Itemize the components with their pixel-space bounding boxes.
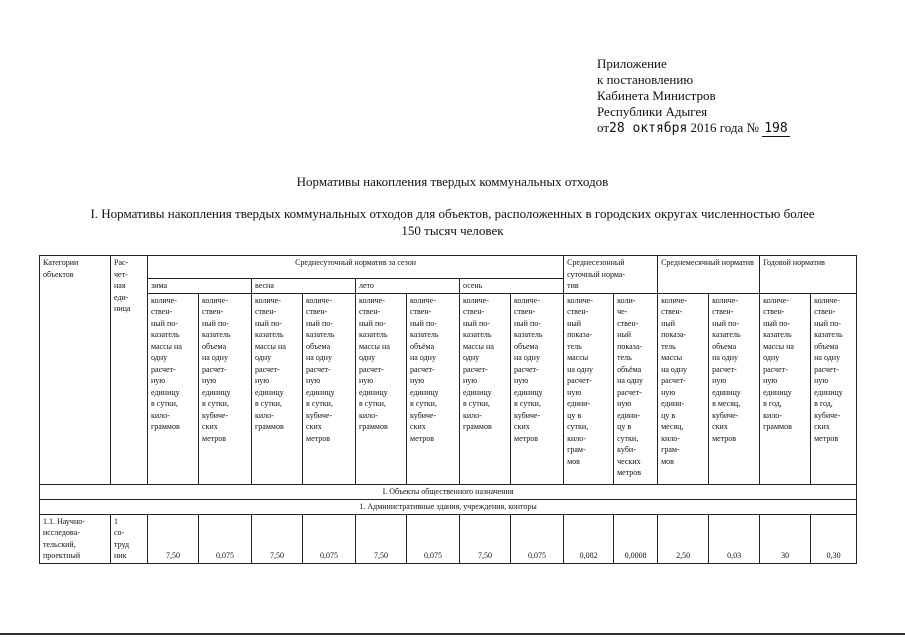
value-cell: 0,082 bbox=[564, 514, 614, 563]
header-daily: Среднесуточный норматив за сезон bbox=[148, 256, 564, 279]
value-cell: 2,50 bbox=[658, 514, 709, 563]
season-spring: весна bbox=[252, 279, 356, 294]
col-text: количе- ствен- ный по- казатель объема на одну расчет- ную единицу в сутки, кубиче- ских метров bbox=[303, 293, 356, 484]
value-cell: 0,03 bbox=[709, 514, 760, 563]
row-unit: 1 со- труд ник bbox=[111, 514, 148, 563]
header-category: Категории объектов bbox=[40, 256, 111, 485]
value-cell: 30 bbox=[760, 514, 811, 563]
season-autumn: осень bbox=[460, 279, 564, 294]
col-text: количе- ствен- ный по- казатель массы на одну расчет- ную единицу в сутки, кило- граммов bbox=[460, 293, 511, 484]
header-date-line bbox=[597, 120, 790, 137]
col-text: количе- ствен- ный по- казатель объёма на одну расчет- ную единицу в сутки, кубиче- ских метров bbox=[407, 293, 460, 484]
col-text: количе- ствен- ный по- казатель объема на одну расчет- ную единицу в год, кубиче- ских метров bbox=[811, 293, 857, 484]
approval-header bbox=[597, 56, 790, 137]
header-annual: Годовой норматив bbox=[760, 256, 857, 294]
col-text: количе- ствен- ный по- казатель массы на одну расчет- ную единицу в сутки, кило- граммов bbox=[356, 293, 407, 484]
header-line-2: к постановлению bbox=[597, 72, 694, 87]
col-text: количе- ствен- ный показа- тель массы на одну расчет- ную едини- цу в месяц, кило- грам- мов bbox=[658, 293, 709, 484]
header-line-3: Кабинета Министров bbox=[597, 88, 716, 103]
header-seasonal: Среднесезонный суточный норма- тив bbox=[564, 256, 658, 294]
col-text: количе- ствен- ный по- казатель массы на одну расчет- ную единицу в сутки, кило- граммов bbox=[148, 293, 199, 484]
row-category: 1.1. Научно- исследова- тельский, проектный bbox=[40, 514, 111, 563]
col-text: количе- ствен- ный по- казатель массы на одну расчет- ную единицу в сутки, кило- граммов bbox=[252, 293, 303, 484]
document-title: Нормативы накопления твердых коммунальных отходов bbox=[296, 174, 609, 189]
season-winter: зима bbox=[148, 279, 252, 294]
document-number: 198 bbox=[764, 121, 788, 136]
header-row-3 bbox=[40, 293, 857, 484]
value-cell: 0,075 bbox=[303, 514, 356, 563]
section-title: I. Нормативы накопления твердых коммунальных отходов для объектов, расположенных в городских округах численностью более 150 тысяч человек bbox=[90, 206, 815, 238]
page-bottom-edge bbox=[0, 633, 905, 635]
col-text: количе- ствен- ный показа- тель массы на одну расчет- ную едини- цу в сутки, кило- грам- мов bbox=[564, 293, 614, 484]
table-row bbox=[40, 514, 857, 563]
header-unit: Рас- чет- ная еди- ница bbox=[111, 256, 148, 485]
season-summer: лето bbox=[356, 279, 460, 294]
date-prefix: от bbox=[597, 120, 610, 135]
col-text: количе- ствен- ный по- казатель объема на одну расчет- ную единицу в месяц, кубиче- ских метров bbox=[709, 293, 760, 484]
band-row-2 bbox=[40, 499, 857, 514]
header-line-1: Приложение bbox=[597, 56, 667, 71]
col-text: количе- ствен- ный по- казатель массы на одну расчет- ную единицу в год, кило- граммов bbox=[760, 293, 811, 484]
value-cell: 0,30 bbox=[811, 514, 857, 563]
value-cell: 0,075 bbox=[199, 514, 252, 563]
band-row-1 bbox=[40, 484, 857, 499]
value-cell: 7,50 bbox=[148, 514, 199, 563]
date-value: 28 октября bbox=[609, 121, 688, 136]
col-text: количе- ствен- ный по- казатель объема на одну расчет- ную единицу в сутки, кубиче- ских метров bbox=[511, 293, 564, 484]
band-public-objects: I. Объекты общественного назначения bbox=[40, 484, 857, 499]
value-cell: 7,50 bbox=[460, 514, 511, 563]
band-admin-buildings: 1. Административные здания, учреждения, конторы bbox=[40, 499, 857, 514]
header-row-1 bbox=[40, 256, 857, 279]
header-monthly: Среднемесячный норматив bbox=[658, 256, 760, 294]
value-cell: 7,50 bbox=[252, 514, 303, 563]
col-text: коли- че- ствен- ный показа- тель объёма на одну расчет- ную едини- цу в сутки, куби- ческих метров bbox=[614, 293, 658, 484]
value-cell: 7,50 bbox=[356, 514, 407, 563]
value-cell: 0,075 bbox=[511, 514, 564, 563]
norms-table bbox=[39, 255, 857, 564]
date-suffix: 2016 года № bbox=[687, 120, 759, 135]
header-line-4: Республики Адыгея bbox=[597, 104, 708, 119]
value-cell: 0,0008 bbox=[614, 514, 658, 563]
col-text: количе- ствен- ный по- казатель объема на одну расчет- ную единицу в сутки, кубиче- ских метров bbox=[199, 293, 252, 484]
value-cell: 0,075 bbox=[407, 514, 460, 563]
